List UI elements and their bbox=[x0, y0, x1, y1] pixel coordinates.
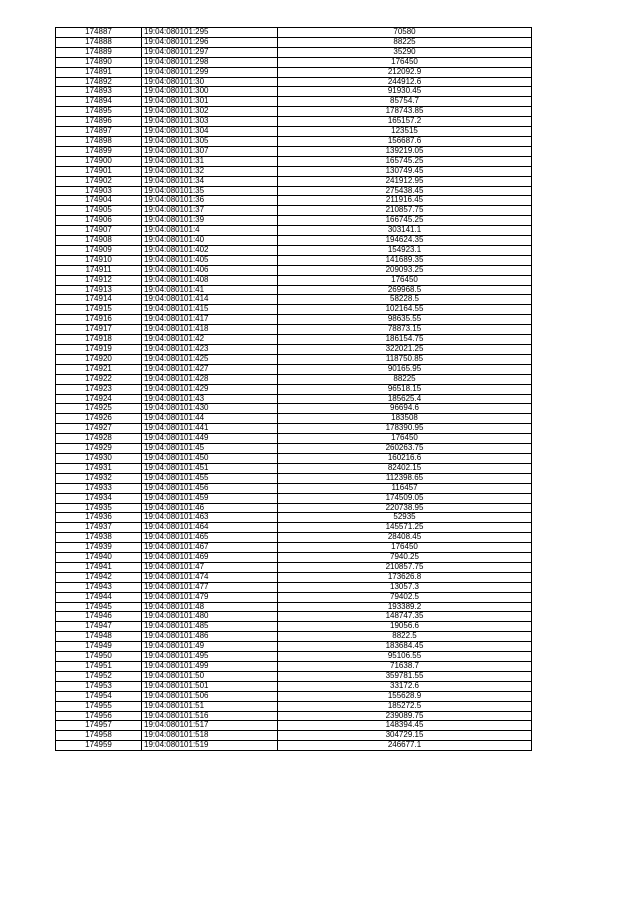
table-row bbox=[56, 107, 532, 117]
row-id-cell: 174889 bbox=[56, 47, 142, 57]
row-id-cell: 174940 bbox=[56, 553, 142, 563]
row-id-cell: 174930 bbox=[56, 453, 142, 463]
row-value-cell: 102164.55 bbox=[278, 305, 532, 315]
row-code-cell: 19:04:080101:516 bbox=[142, 711, 278, 721]
row-value-cell: 19056.6 bbox=[278, 622, 532, 632]
row-id-cell: 174942 bbox=[56, 572, 142, 582]
row-value-cell: 194624.35 bbox=[278, 236, 532, 246]
row-id-cell: 174959 bbox=[56, 741, 142, 751]
row-code-cell: 19:04:080101:43 bbox=[142, 394, 278, 404]
row-value-cell: 116457 bbox=[278, 483, 532, 493]
row-code-cell: 19:04:080101:40 bbox=[142, 236, 278, 246]
row-id-cell: 174949 bbox=[56, 642, 142, 652]
row-code-cell: 19:04:080101:35 bbox=[142, 186, 278, 196]
row-id-cell: 174928 bbox=[56, 434, 142, 444]
row-value-cell: 183508 bbox=[278, 414, 532, 424]
row-id-cell: 174898 bbox=[56, 136, 142, 146]
row-value-cell: 303141.1 bbox=[278, 226, 532, 236]
table-row bbox=[56, 721, 532, 731]
table-row bbox=[56, 226, 532, 236]
row-code-cell: 19:04:080101:302 bbox=[142, 107, 278, 117]
table-row bbox=[56, 136, 532, 146]
row-value-cell: 112398.65 bbox=[278, 473, 532, 483]
row-id-cell: 174908 bbox=[56, 236, 142, 246]
row-id-cell: 174913 bbox=[56, 285, 142, 295]
row-value-cell: 79402.5 bbox=[278, 592, 532, 602]
row-code-cell: 19:04:080101:450 bbox=[142, 453, 278, 463]
row-value-cell: 154923.1 bbox=[278, 245, 532, 255]
row-value-cell: 178390.95 bbox=[278, 424, 532, 434]
row-id-cell: 174911 bbox=[56, 265, 142, 275]
row-code-cell: 19:04:080101:39 bbox=[142, 216, 278, 226]
row-value-cell: 165157.2 bbox=[278, 117, 532, 127]
row-code-cell: 19:04:080101:485 bbox=[142, 622, 278, 632]
row-code-cell: 19:04:080101:464 bbox=[142, 523, 278, 533]
table-row bbox=[56, 305, 532, 315]
row-id-cell: 174897 bbox=[56, 127, 142, 137]
row-code-cell: 19:04:080101:305 bbox=[142, 136, 278, 146]
row-value-cell: 85754.7 bbox=[278, 97, 532, 107]
row-id-cell: 174888 bbox=[56, 37, 142, 47]
row-value-cell: 91930.45 bbox=[278, 87, 532, 97]
data-table bbox=[55, 27, 532, 751]
row-code-cell: 19:04:080101:477 bbox=[142, 582, 278, 592]
row-code-cell: 19:04:080101:430 bbox=[142, 404, 278, 414]
row-id-cell: 174933 bbox=[56, 483, 142, 493]
row-value-cell: 7940.25 bbox=[278, 553, 532, 563]
row-id-cell: 174895 bbox=[56, 107, 142, 117]
row-value-cell: 210857.75 bbox=[278, 562, 532, 572]
row-code-cell: 19:04:080101:301 bbox=[142, 97, 278, 107]
row-value-cell: 35290 bbox=[278, 47, 532, 57]
table-row bbox=[56, 483, 532, 493]
row-code-cell: 19:04:080101:428 bbox=[142, 374, 278, 384]
row-value-cell: 260263.75 bbox=[278, 444, 532, 454]
row-id-cell: 174912 bbox=[56, 275, 142, 285]
row-id-cell: 174956 bbox=[56, 711, 142, 721]
table-row bbox=[56, 463, 532, 473]
row-value-cell: 239089.75 bbox=[278, 711, 532, 721]
row-value-cell: 82402.15 bbox=[278, 463, 532, 473]
table-row bbox=[56, 622, 532, 632]
row-code-cell: 19:04:080101:469 bbox=[142, 553, 278, 563]
table-row bbox=[56, 424, 532, 434]
row-code-cell: 19:04:080101:298 bbox=[142, 57, 278, 67]
row-id-cell: 174904 bbox=[56, 196, 142, 206]
row-code-cell: 19:04:080101:467 bbox=[142, 543, 278, 553]
row-value-cell: 96518.15 bbox=[278, 384, 532, 394]
table-row bbox=[56, 236, 532, 246]
table-row bbox=[56, 67, 532, 77]
row-code-cell: 19:04:080101:51 bbox=[142, 701, 278, 711]
row-value-cell: 156687.6 bbox=[278, 136, 532, 146]
row-id-cell: 174915 bbox=[56, 305, 142, 315]
row-code-cell: 19:04:080101:37 bbox=[142, 206, 278, 216]
row-code-cell: 19:04:080101:295 bbox=[142, 28, 278, 38]
table-row bbox=[56, 543, 532, 553]
row-value-cell: 178743.85 bbox=[278, 107, 532, 117]
table-row bbox=[56, 206, 532, 216]
row-value-cell: 246677.1 bbox=[278, 741, 532, 751]
table-row bbox=[56, 265, 532, 275]
row-code-cell: 19:04:080101:46 bbox=[142, 503, 278, 513]
table-row bbox=[56, 711, 532, 721]
table-row bbox=[56, 245, 532, 255]
table-row bbox=[56, 533, 532, 543]
row-id-cell: 174923 bbox=[56, 384, 142, 394]
row-value-cell: 183684.45 bbox=[278, 642, 532, 652]
row-id-cell: 174893 bbox=[56, 87, 142, 97]
table-row bbox=[56, 47, 532, 57]
row-value-cell: 174509.05 bbox=[278, 493, 532, 503]
table-row bbox=[56, 701, 532, 711]
table-row bbox=[56, 681, 532, 691]
row-code-cell: 19:04:080101:45 bbox=[142, 444, 278, 454]
row-value-cell: 139219.05 bbox=[278, 146, 532, 156]
row-id-cell: 174957 bbox=[56, 721, 142, 731]
row-code-cell: 19:04:080101:415 bbox=[142, 305, 278, 315]
table-body bbox=[56, 28, 532, 751]
table-row bbox=[56, 582, 532, 592]
table-row bbox=[56, 374, 532, 384]
row-id-cell: 174922 bbox=[56, 374, 142, 384]
row-id-cell: 174935 bbox=[56, 503, 142, 513]
row-code-cell: 19:04:080101:48 bbox=[142, 602, 278, 612]
row-code-cell: 19:04:080101:518 bbox=[142, 731, 278, 741]
row-code-cell: 19:04:080101:402 bbox=[142, 245, 278, 255]
row-id-cell: 174944 bbox=[56, 592, 142, 602]
row-code-cell: 19:04:080101:449 bbox=[142, 434, 278, 444]
table-row bbox=[56, 345, 532, 355]
row-code-cell: 19:04:080101:47 bbox=[142, 562, 278, 572]
row-value-cell: 78873.15 bbox=[278, 325, 532, 335]
row-code-cell: 19:04:080101:423 bbox=[142, 345, 278, 355]
table-row bbox=[56, 434, 532, 444]
table-row bbox=[56, 315, 532, 325]
row-code-cell: 19:04:080101:519 bbox=[142, 741, 278, 751]
table-row bbox=[56, 364, 532, 374]
table-row bbox=[56, 444, 532, 454]
table-row bbox=[56, 216, 532, 226]
row-value-cell: 13057.3 bbox=[278, 582, 532, 592]
row-value-cell: 210857.75 bbox=[278, 206, 532, 216]
table-row bbox=[56, 325, 532, 335]
table-row bbox=[56, 275, 532, 285]
row-code-cell: 19:04:080101:455 bbox=[142, 473, 278, 483]
table-row bbox=[56, 612, 532, 622]
row-value-cell: 359781.55 bbox=[278, 671, 532, 681]
row-id-cell: 174896 bbox=[56, 117, 142, 127]
row-value-cell: 244912.6 bbox=[278, 77, 532, 87]
row-value-cell: 58228.5 bbox=[278, 295, 532, 305]
table-row bbox=[56, 285, 532, 295]
row-code-cell: 19:04:080101:30 bbox=[142, 77, 278, 87]
row-code-cell: 19:04:080101:299 bbox=[142, 67, 278, 77]
table-row bbox=[56, 117, 532, 127]
row-value-cell: 28408.45 bbox=[278, 533, 532, 543]
row-id-cell: 174953 bbox=[56, 681, 142, 691]
row-id-cell: 174903 bbox=[56, 186, 142, 196]
row-code-cell: 19:04:080101:297 bbox=[142, 47, 278, 57]
row-code-cell: 19:04:080101:517 bbox=[142, 721, 278, 731]
table-row bbox=[56, 196, 532, 206]
row-value-cell: 322021.25 bbox=[278, 345, 532, 355]
row-code-cell: 19:04:080101:304 bbox=[142, 127, 278, 137]
row-code-cell: 19:04:080101:463 bbox=[142, 513, 278, 523]
table-row bbox=[56, 562, 532, 572]
table-row bbox=[56, 662, 532, 672]
row-id-cell: 174954 bbox=[56, 691, 142, 701]
row-id-cell: 174950 bbox=[56, 652, 142, 662]
row-value-cell: 185272.5 bbox=[278, 701, 532, 711]
row-code-cell: 19:04:080101:49 bbox=[142, 642, 278, 652]
row-id-cell: 174920 bbox=[56, 354, 142, 364]
row-code-cell: 19:04:080101:418 bbox=[142, 325, 278, 335]
row-id-cell: 174937 bbox=[56, 523, 142, 533]
row-id-cell: 174914 bbox=[56, 295, 142, 305]
row-value-cell: 52935 bbox=[278, 513, 532, 523]
table-row bbox=[56, 741, 532, 751]
row-code-cell: 19:04:080101:414 bbox=[142, 295, 278, 305]
row-value-cell: 88225 bbox=[278, 374, 532, 384]
row-value-cell: 166745.25 bbox=[278, 216, 532, 226]
row-value-cell: 70580 bbox=[278, 28, 532, 38]
row-code-cell: 19:04:080101:456 bbox=[142, 483, 278, 493]
table-row bbox=[56, 176, 532, 186]
table-row bbox=[56, 592, 532, 602]
row-code-cell: 19:04:080101:307 bbox=[142, 146, 278, 156]
table-row bbox=[56, 354, 532, 364]
row-id-cell: 174945 bbox=[56, 602, 142, 612]
row-code-cell: 19:04:080101:32 bbox=[142, 166, 278, 176]
row-id-cell: 174947 bbox=[56, 622, 142, 632]
table-row bbox=[56, 255, 532, 265]
table-row bbox=[56, 57, 532, 67]
row-id-cell: 174927 bbox=[56, 424, 142, 434]
row-code-cell: 19:04:080101:486 bbox=[142, 632, 278, 642]
row-value-cell: 96694.6 bbox=[278, 404, 532, 414]
row-value-cell: 269968.5 bbox=[278, 285, 532, 295]
row-value-cell: 141689.35 bbox=[278, 255, 532, 265]
row-id-cell: 174905 bbox=[56, 206, 142, 216]
row-value-cell: 176450 bbox=[278, 434, 532, 444]
row-id-cell: 174926 bbox=[56, 414, 142, 424]
row-value-cell: 186154.75 bbox=[278, 335, 532, 345]
table-row bbox=[56, 731, 532, 741]
table-row bbox=[56, 572, 532, 582]
table-row bbox=[56, 453, 532, 463]
row-id-cell: 174916 bbox=[56, 315, 142, 325]
table-row bbox=[56, 404, 532, 414]
row-code-cell: 19:04:080101:495 bbox=[142, 652, 278, 662]
row-value-cell: 304729.15 bbox=[278, 731, 532, 741]
table-row bbox=[56, 127, 532, 137]
row-id-cell: 174899 bbox=[56, 146, 142, 156]
row-code-cell: 19:04:080101:36 bbox=[142, 196, 278, 206]
row-value-cell: 88225 bbox=[278, 37, 532, 47]
table-row bbox=[56, 652, 532, 662]
table-row bbox=[56, 37, 532, 47]
table-row bbox=[56, 87, 532, 97]
row-code-cell: 19:04:080101:408 bbox=[142, 275, 278, 285]
row-value-cell: 211916.45 bbox=[278, 196, 532, 206]
row-code-cell: 19:04:080101:34 bbox=[142, 176, 278, 186]
data-sheet bbox=[55, 27, 531, 751]
row-value-cell: 155628.9 bbox=[278, 691, 532, 701]
row-value-cell: 193389.2 bbox=[278, 602, 532, 612]
table-row bbox=[56, 77, 532, 87]
table-row bbox=[56, 384, 532, 394]
row-id-cell: 174939 bbox=[56, 543, 142, 553]
row-id-cell: 174946 bbox=[56, 612, 142, 622]
row-id-cell: 174918 bbox=[56, 335, 142, 345]
row-id-cell: 174909 bbox=[56, 245, 142, 255]
row-value-cell: 275438.45 bbox=[278, 186, 532, 196]
row-value-cell: 160216.6 bbox=[278, 453, 532, 463]
row-value-cell: 185625.4 bbox=[278, 394, 532, 404]
row-id-cell: 174932 bbox=[56, 473, 142, 483]
row-code-cell: 19:04:080101:499 bbox=[142, 662, 278, 672]
row-value-cell: 165745.25 bbox=[278, 156, 532, 166]
row-id-cell: 174890 bbox=[56, 57, 142, 67]
table-row bbox=[56, 97, 532, 107]
row-id-cell: 174902 bbox=[56, 176, 142, 186]
row-code-cell: 19:04:080101:501 bbox=[142, 681, 278, 691]
row-id-cell: 174952 bbox=[56, 671, 142, 681]
row-value-cell: 176450 bbox=[278, 57, 532, 67]
table-row bbox=[56, 414, 532, 424]
row-code-cell: 19:04:080101:41 bbox=[142, 285, 278, 295]
row-value-cell: 90165.95 bbox=[278, 364, 532, 374]
row-id-cell: 174891 bbox=[56, 67, 142, 77]
row-value-cell: 176450 bbox=[278, 543, 532, 553]
row-id-cell: 174929 bbox=[56, 444, 142, 454]
row-id-cell: 174943 bbox=[56, 582, 142, 592]
row-value-cell: 145571.25 bbox=[278, 523, 532, 533]
row-code-cell: 19:04:080101:480 bbox=[142, 612, 278, 622]
row-id-cell: 174925 bbox=[56, 404, 142, 414]
row-value-cell: 130749.45 bbox=[278, 166, 532, 176]
row-id-cell: 174917 bbox=[56, 325, 142, 335]
row-value-cell: 95106.55 bbox=[278, 652, 532, 662]
row-value-cell: 33172.6 bbox=[278, 681, 532, 691]
row-code-cell: 19:04:080101:42 bbox=[142, 335, 278, 345]
row-code-cell: 19:04:080101:303 bbox=[142, 117, 278, 127]
table-row bbox=[56, 632, 532, 642]
row-value-cell: 173626.8 bbox=[278, 572, 532, 582]
row-id-cell: 174906 bbox=[56, 216, 142, 226]
row-id-cell: 174958 bbox=[56, 731, 142, 741]
row-id-cell: 174901 bbox=[56, 166, 142, 176]
row-code-cell: 19:04:080101:44 bbox=[142, 414, 278, 424]
row-code-cell: 19:04:080101:417 bbox=[142, 315, 278, 325]
row-value-cell: 98635.55 bbox=[278, 315, 532, 325]
row-code-cell: 19:04:080101:479 bbox=[142, 592, 278, 602]
row-id-cell: 174907 bbox=[56, 226, 142, 236]
table-row bbox=[56, 671, 532, 681]
row-id-cell: 174931 bbox=[56, 463, 142, 473]
row-value-cell: 118750.85 bbox=[278, 354, 532, 364]
row-id-cell: 174892 bbox=[56, 77, 142, 87]
table-row bbox=[56, 166, 532, 176]
row-id-cell: 174910 bbox=[56, 255, 142, 265]
row-id-cell: 174921 bbox=[56, 364, 142, 374]
row-code-cell: 19:04:080101:427 bbox=[142, 364, 278, 374]
row-value-cell: 212092.9 bbox=[278, 67, 532, 77]
table-row bbox=[56, 156, 532, 166]
row-code-cell: 19:04:080101:31 bbox=[142, 156, 278, 166]
row-code-cell: 19:04:080101:451 bbox=[142, 463, 278, 473]
row-id-cell: 174938 bbox=[56, 533, 142, 543]
row-id-cell: 174955 bbox=[56, 701, 142, 711]
table-row bbox=[56, 513, 532, 523]
row-id-cell: 174936 bbox=[56, 513, 142, 523]
row-id-cell: 174887 bbox=[56, 28, 142, 38]
row-value-cell: 241912.95 bbox=[278, 176, 532, 186]
row-value-cell: 176450 bbox=[278, 275, 532, 285]
row-code-cell: 19:04:080101:459 bbox=[142, 493, 278, 503]
table-row bbox=[56, 523, 532, 533]
row-code-cell: 19:04:080101:406 bbox=[142, 265, 278, 275]
row-value-cell: 209093.25 bbox=[278, 265, 532, 275]
row-code-cell: 19:04:080101:50 bbox=[142, 671, 278, 681]
row-id-cell: 174900 bbox=[56, 156, 142, 166]
table-row bbox=[56, 186, 532, 196]
table-row bbox=[56, 553, 532, 563]
table-row bbox=[56, 503, 532, 513]
row-code-cell: 19:04:080101:506 bbox=[142, 691, 278, 701]
row-code-cell: 19:04:080101:300 bbox=[142, 87, 278, 97]
table-row bbox=[56, 335, 532, 345]
row-code-cell: 19:04:080101:465 bbox=[142, 533, 278, 543]
row-code-cell: 19:04:080101:4 bbox=[142, 226, 278, 236]
row-id-cell: 174941 bbox=[56, 562, 142, 572]
table-row bbox=[56, 493, 532, 503]
row-value-cell: 71638.7 bbox=[278, 662, 532, 672]
row-code-cell: 19:04:080101:425 bbox=[142, 354, 278, 364]
table-row bbox=[56, 295, 532, 305]
row-value-cell: 148394.45 bbox=[278, 721, 532, 731]
row-id-cell: 174924 bbox=[56, 394, 142, 404]
row-code-cell: 19:04:080101:296 bbox=[142, 37, 278, 47]
row-code-cell: 19:04:080101:429 bbox=[142, 384, 278, 394]
table-row bbox=[56, 642, 532, 652]
row-value-cell: 123515 bbox=[278, 127, 532, 137]
row-code-cell: 19:04:080101:474 bbox=[142, 572, 278, 582]
row-code-cell: 19:04:080101:441 bbox=[142, 424, 278, 434]
table-row bbox=[56, 394, 532, 404]
row-value-cell: 220738.95 bbox=[278, 503, 532, 513]
table-row bbox=[56, 691, 532, 701]
row-code-cell: 19:04:080101:405 bbox=[142, 255, 278, 265]
table-row bbox=[56, 602, 532, 612]
row-id-cell: 174948 bbox=[56, 632, 142, 642]
table-row bbox=[56, 146, 532, 156]
row-id-cell: 174919 bbox=[56, 345, 142, 355]
row-id-cell: 174951 bbox=[56, 662, 142, 672]
row-value-cell: 8822.5 bbox=[278, 632, 532, 642]
row-id-cell: 174934 bbox=[56, 493, 142, 503]
table-row bbox=[56, 473, 532, 483]
table-row bbox=[56, 28, 532, 38]
row-id-cell: 174894 bbox=[56, 97, 142, 107]
row-value-cell: 148747.35 bbox=[278, 612, 532, 622]
